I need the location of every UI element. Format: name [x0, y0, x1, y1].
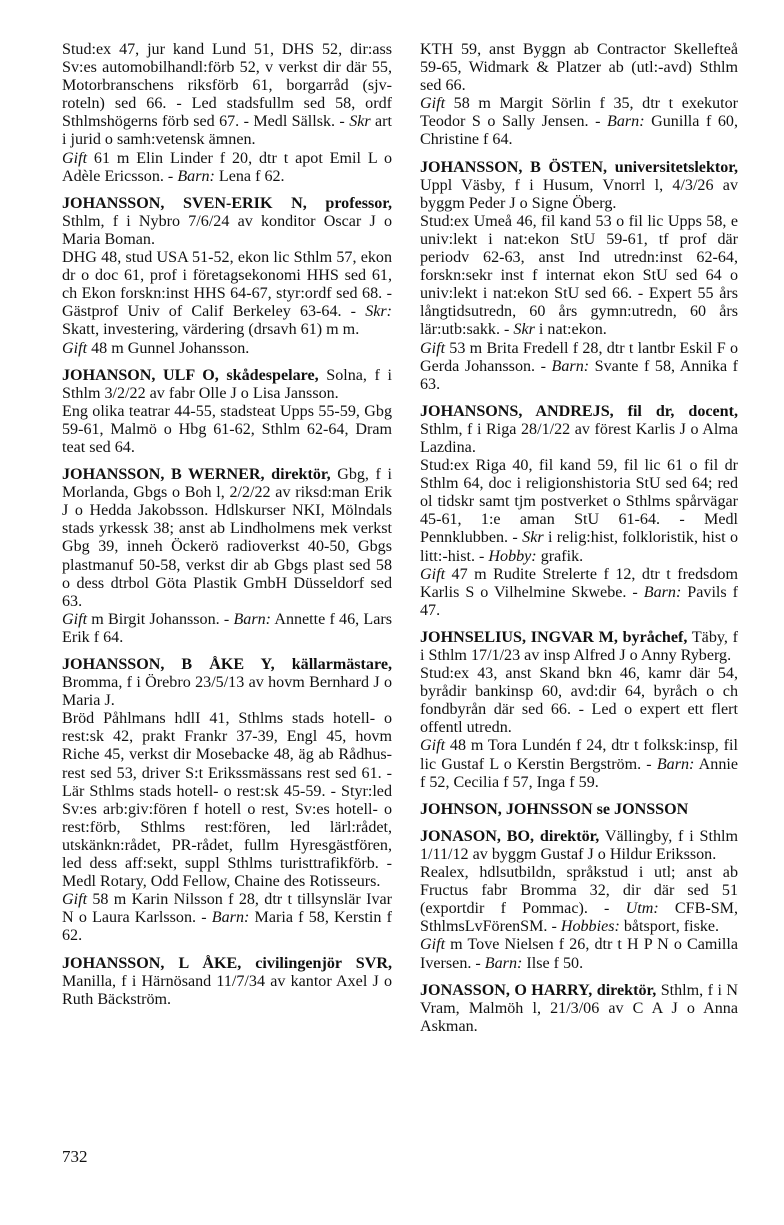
biography-paragraph [420, 864, 738, 936]
biography-entry [62, 656, 392, 710]
biography-paragraph [62, 150, 392, 186]
entry-heading: JOHNSELIUS, INGVAR M, byråchef, [420, 628, 688, 646]
biography-entry [62, 955, 392, 1009]
entry-text: Stud:ex 47, jur kand Lund 51, DHS 52, dir:ass Sv:es automobilhandl:förb 52, v verkst dir där 55, Motorbranschens riksförb 61, borgarråd (sjv-roteln) sed 66. - Led stadsfullm sed 58, ordf Sthlmshögerns förb sed 67. - Medl Sällsk. - [62, 41, 392, 131]
italic-label: Barn: [551, 357, 590, 375]
italic-label: Barn: [484, 954, 523, 972]
biography-entry [420, 828, 738, 864]
italic-label: Barn: [607, 113, 645, 131]
entry-text: KTH 59, anst Byggn ab Contractor Skellefteå 59-65, Widmark & Platzer ab (utl:-avd) Sthlm sed 66. [420, 41, 738, 95]
biography-entry [420, 982, 738, 1036]
entry-heading: JONASON, BO, direktör, [420, 827, 600, 845]
italic-label: Gift [62, 891, 88, 909]
entry-text: i relig:hist, folkloristik, hist o litt:-hist. - [420, 529, 738, 565]
entry-text: Bromma, f i Örebro 23/5/13 av hovm Bernhard J o Maria J. [62, 674, 392, 710]
entry-text: Ilse f 50. [522, 954, 584, 972]
entry-text: 48 m Tora Lundén f 24, dtr t folksk:insp, fil lic Gustaf L o Kerstin Bergström. - [420, 737, 738, 773]
entry-heading: JOHNSON, JOHNSSON se JONSSON [420, 800, 689, 818]
entry-heading: JOHANSSON, L ÅKE, civilingenjör SVR, [62, 954, 392, 972]
entry-text: Gbg, f i Morlanda, Gbgs o Boh l, 2/2/22 av riksd:man Erik J o Hedda Jakobsson. Hdlskurser NKI, Mölndals stads yrkessk 38; anst ab Lindholmens mek verkst Gbg 39, inneh Öckerö radioverkst 40-50, Gbgs plastmanuf 50-58, verkst dir ab Gbgs plast sed 58 o dess dtrbol Göta Plastik GmbH Düsseldorf sed 63. [62, 466, 392, 610]
entry-text: Täby, f i Sthlm 17/1/23 av insp Alfred J o Anny Ryberg. [420, 628, 738, 664]
entry-heading: JOHANSSON, SVEN-ERIK N, professor, [62, 194, 392, 212]
entry-heading: JOHANSSON, B ÖSTEN, universitetslektor, [420, 158, 738, 176]
entry-text: 58 m Karin Nilsson f 28, dtr t tillsynslär Ivar N o Laura Karlsson. - [62, 891, 392, 927]
italic-label: Hobbies: [560, 918, 620, 936]
italic-label: Gift [62, 339, 88, 357]
entry-text: m Tove Nielsen f 26, dtr t H P N o Camilla Iversen. - [420, 936, 738, 972]
italic-label: Barn: [211, 909, 250, 927]
biography-paragraph [420, 665, 738, 737]
entry-text: Solna, f i Sthlm 3/2/22 av fabr Olle J o Lisa Jansson. [62, 366, 392, 402]
biography-paragraph [420, 936, 738, 972]
entry-text: 58 m Margit Sörlin f 35, dtr t exekutor Teodor S o Sally Jensen. - [420, 95, 738, 131]
entry-text: Sthlm, f i N Vram, Malmöh l, 21/3/06 av C A J o Anna Askman. [420, 981, 739, 1035]
biography-paragraph [62, 611, 392, 647]
italic-label: Skr [349, 113, 371, 131]
entry-heading: JOHANSSON, B ÅKE Y, källarmästare, [62, 656, 392, 673]
italic-label: Gift [420, 565, 446, 583]
entry-text: båtsport, fiske. [619, 918, 720, 936]
italic-label: Hobby: [488, 547, 537, 565]
biography-paragraph [420, 340, 738, 394]
biography-paragraph [420, 566, 738, 620]
biography-paragraph [62, 41, 392, 150]
left-column [62, 41, 392, 1009]
entry-text: Stud:ex Riga 40, fil kand 59, fil lic 61 o fil dr Sthlm 64, doc i religionshistoria StU sed 64; red ol tidskr samt tjm postverket o Sthlms spårvägar 45-61, 1:e aman StU 61-64. - Medl Pennklubben. - [420, 457, 738, 547]
biography-paragraph [420, 95, 738, 149]
biography-entry [62, 466, 392, 611]
italic-label: Utm: [625, 900, 659, 918]
entry-heading: JOHANSONS, ANDREJS, fil dr, docent, [420, 402, 738, 420]
italic-label: Skr [513, 321, 535, 339]
biography-entry [420, 801, 738, 819]
entry-text: Annie f 52, Cecilia f 57, Inga f 59. [420, 755, 738, 791]
entry-text: Vällingby, f i Sthlm 1/11/12 av byggm Gustaf J o Hildur Eriksson. [420, 827, 738, 863]
entry-text: 47 m Rudite Strelerte f 12, dtr t fredsdom Karlis S o Vilhelmine Skwebe. - [420, 565, 738, 601]
italic-label: Gift [62, 149, 88, 167]
entry-text: 48 m Gunnel Johansson. [87, 339, 250, 357]
entry-text: Sthlm, f i Riga 28/1/22 av förest Karlis J o Alma Lazdina. [420, 420, 738, 456]
entry-text: Bröd Påhlmans hdlI 41, Sthlms stads hotell- o rest:sk 42, prakt Frankr 37-39, Engl 45, hovm Riche 45, verkst dir Mosebacke 48, äg ab Rådhus-rest sed 53, driver S:t Erikssmässans rest sed 61. - Lär Sthlms stads hotell- o rest:sk 45-59. - Styr:led Sv:es arb:giv:fören f hotell o rest, Sv:es hotell- o rest:förb, Sthlms rest:fören, led lärl:rådet, utskänkn:rådet, PR-rådet, fullm Hyresgästfören, led dess aff:sekt, suppl Sthlms turisttrafikförb. - Medl Rotary, Odd Fellow, Chaine des Rotisseurs. [62, 710, 392, 891]
italic-label: Barn: [656, 755, 695, 773]
page-number: 732 [62, 1147, 88, 1166]
entry-text: Gunilla f 60, Christine f 64. [420, 113, 738, 149]
right-column [420, 41, 738, 1036]
italic-label: Gift [420, 737, 446, 755]
italic-label: Barn: [233, 610, 271, 628]
biography-paragraph [420, 737, 738, 791]
italic-label: Skr: [365, 303, 392, 321]
entry-text: Manilla, f i Härnösand 11/7/34 av kantor Axel J o Ruth Bäckström. [62, 972, 392, 1008]
entry-text: 61 m Elin Linder f 20, dtr t apot Emil L o Adèle Ericsson. - [62, 149, 392, 185]
entry-text: Realex, hdlsutbildn, språkstud i utl; anst ab Fructus fabr Bromma 32, dir där sed 51 (exportdir f Pommac). - [420, 864, 738, 918]
entry-heading: JONASSON, O HARRY, direktör, [420, 981, 657, 999]
biography-paragraph [62, 403, 392, 457]
entry-text: Stud:ex Umeå 46, fil kand 53 o fil lic Upps 58, e univ:lekt i nat:ekon StU 59-61, tf prof där periodv 62-63, anst Ind utredn:inst 62-64, forskn:sekr inst f internat ekon StU sed 64 o univ:lekt i nat:ekon StU sed 66. - Expert 55 års långtidsutredn, 60 års gymn:utredn, 60 års lär:utb:sakk. - [420, 212, 738, 339]
entry-text: Skatt, investering, värdering (drsavh 61) m m. [62, 321, 360, 339]
entry-text: Eng olika teatrar 44-55, stadsteat Upps 55-59, Gbg 59-61, Malmö o Hbg 61-62, Sthlm 62-64, Dram teat sed 64. [62, 402, 392, 456]
entry-text: Annette f 46, Lars Erik f 64. [62, 610, 392, 646]
biography-paragraph [62, 249, 392, 339]
italic-label: Gift [62, 610, 88, 628]
entry-text: m Birgit Johansson. - [87, 610, 234, 628]
entry-text: Maria f 58, Kerstin f 62. [62, 909, 392, 945]
italic-label: Gift [420, 936, 446, 954]
italic-label: Barn: [177, 167, 215, 185]
italic-label: Skr [522, 529, 544, 547]
italic-label: Barn: [643, 583, 682, 601]
entry-text: Pavils f 47. [420, 583, 738, 619]
entry-text: 53 m Brita Fredell f 28, dtr t lantbr Eskil F o Gerda Johansson. - [420, 339, 738, 375]
biography-paragraph [420, 457, 738, 566]
entry-text: Stud:ex 43, anst Skand bkn 46, kamr där 54, byrådir bankinsp 60, avd:dir 64, byråch o ch fondbyrån där sed 66. - Led o expert ett flert offentl utredn. [420, 665, 738, 737]
entry-text: grafik. [536, 547, 584, 565]
biography-entry [420, 159, 738, 213]
biography-entry [420, 403, 738, 457]
entry-text: CFB-SM, SthlmsLvFörenSM. - [420, 900, 738, 936]
italic-label: Gift [420, 339, 446, 357]
entry-text: Sthlm, f i Nybro 7/6/24 av konditor Oscar J o Maria Boman. [62, 212, 392, 248]
biography-paragraph [420, 213, 738, 340]
entry-text: DHG 48, stud USA 51-52, ekon lic Sthlm 57, ekon dr o doc 61, prof i företagsekonomi HHS sed 61, ch Ekon forskn:inst HHS 64-67, styr:ordf sed 68. - Gästprof Univ of Calif Berkeley 63-64. - [62, 249, 392, 321]
entry-text: Lena f 62. [214, 167, 285, 185]
biography-paragraph [62, 891, 392, 945]
biography-paragraph [62, 340, 392, 358]
biography-entry [62, 195, 392, 249]
biography-entry [420, 629, 738, 665]
entry-heading: JOHANSSON, B WERNER, direktör, [62, 466, 331, 484]
entry-text: i nat:ekon. [534, 321, 607, 339]
italic-label: Gift [420, 95, 446, 113]
biography-paragraph [420, 41, 738, 95]
entry-heading: JOHANSON, ULF O, skådespelare, [62, 366, 319, 384]
entry-text: Svante f 58, Annika f 63. [420, 357, 739, 393]
biography-entry [62, 367, 392, 403]
biography-paragraph [62, 710, 392, 891]
entry-text: art i jurid o samh:vetensk ämnen. [62, 113, 392, 149]
entry-text: Uppl Väsby, f i Husum, Vnorrl l, 4/3/26 av byggm Peder J o Signe Öberg. [420, 176, 738, 212]
